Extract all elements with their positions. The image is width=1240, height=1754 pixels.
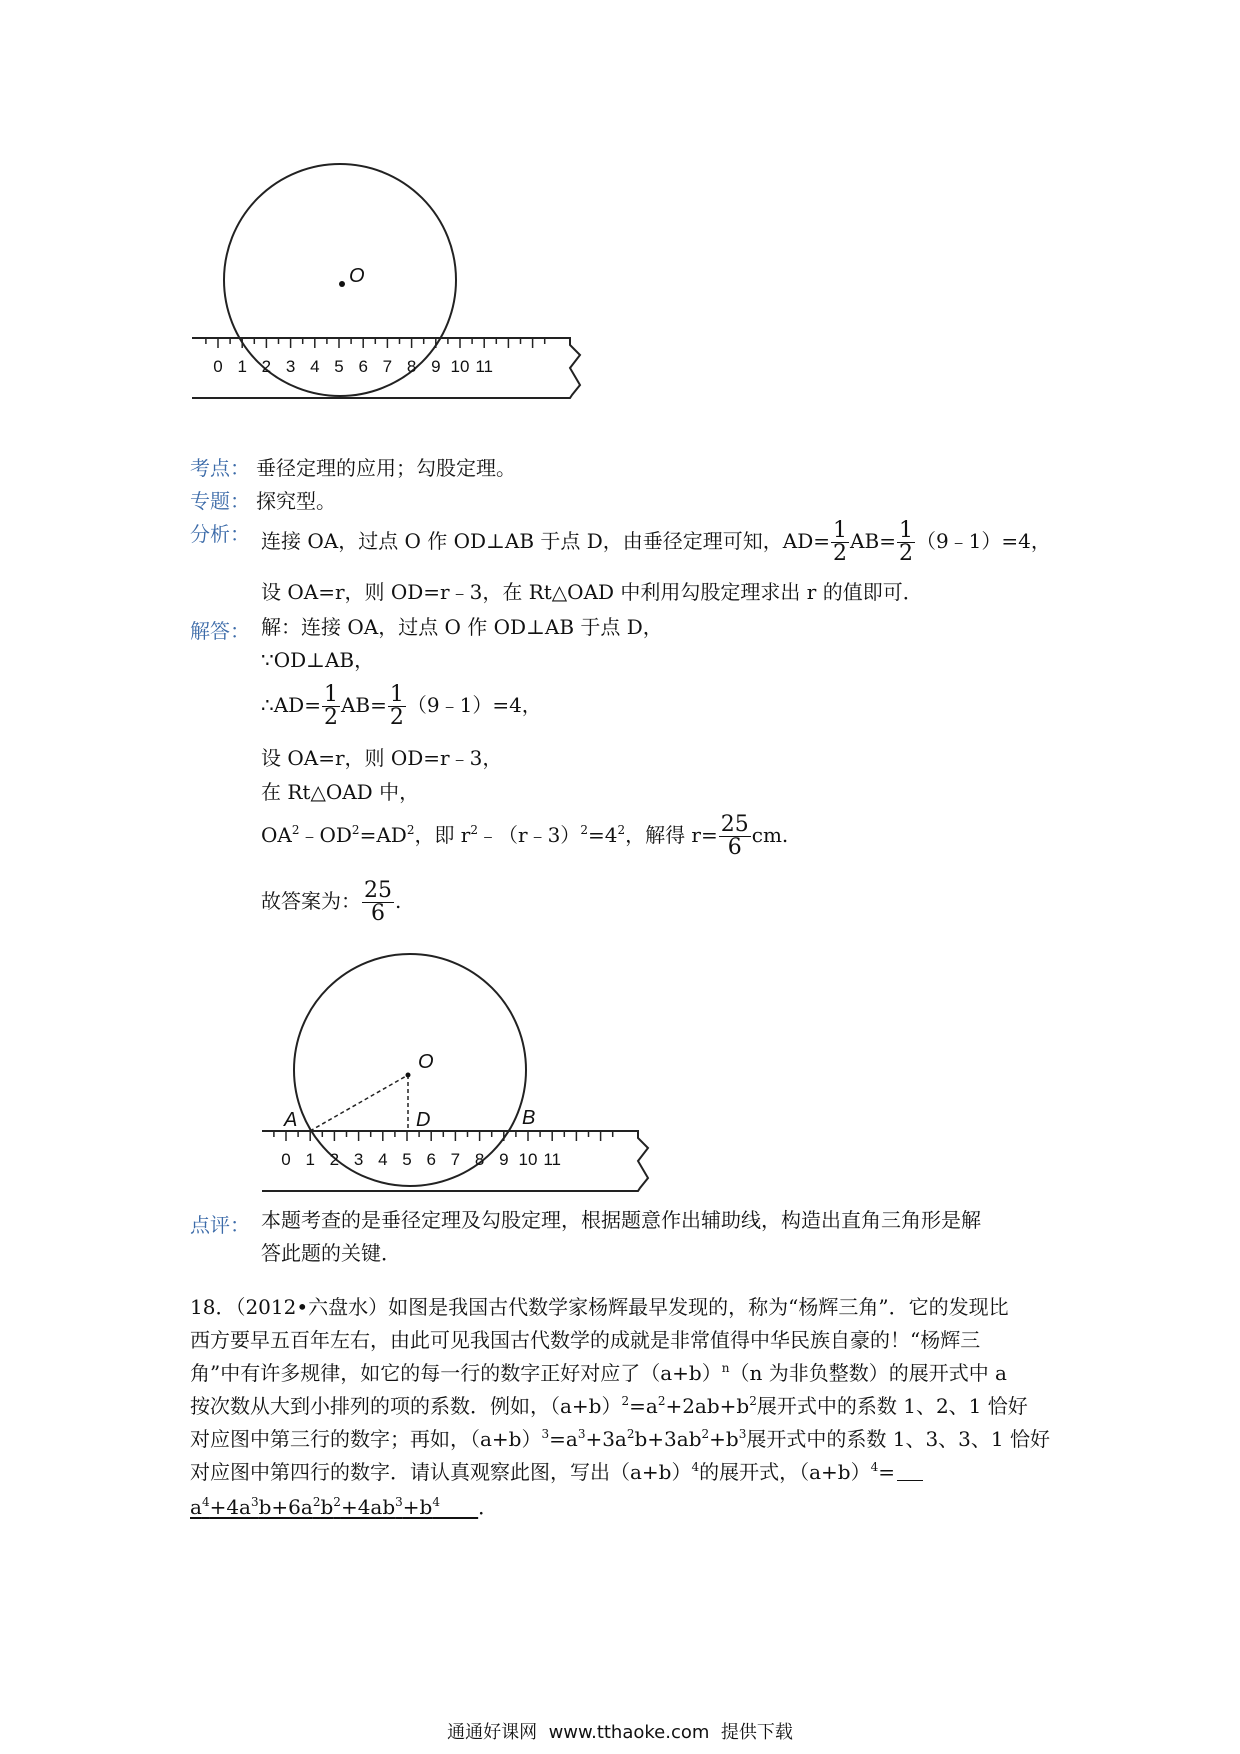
ruler-number: 3 [285, 357, 296, 376]
center-point [406, 1073, 411, 1078]
fenxi-line-1 [261, 520, 1051, 565]
ruler-number: 10 [518, 1150, 538, 1169]
jieda-label: 解答： [190, 619, 250, 643]
ruler-number: 4 [310, 357, 320, 376]
ruler-number: 2 [261, 357, 272, 376]
ruler-number: 6 [358, 357, 368, 376]
ruler-number: 0 [281, 1150, 291, 1169]
zhuanti-text: 探究型。 [256, 489, 336, 513]
ruler-number: 5 [334, 357, 344, 376]
jieda-line-4: 设 OA=r，则 OD=r﹣3， [261, 746, 503, 770]
fenxi-line-2: 设 OA=r，则 OD=r﹣3，在 Rt△OAD 中利用勾股定理求出 r 的值即可． [261, 580, 923, 604]
ruler-number: 5 [402, 1150, 412, 1169]
fenxi-text-b: AB= [850, 529, 896, 553]
fraction-half: $\frac{1}{2}$ [389, 682, 404, 730]
circle-ruler-figure-2 [0, 940, 1240, 1200]
expansion-answer: $a^4+4a^3b+6a^2b^2+4ab^3+b^4$ [190, 1495, 440, 1519]
q18-line-1: 18．（2012•六盘水）如图是我国古代数学家杨辉最早发现的，称为“杨辉三角”．它的发现比 [190, 1295, 1009, 1319]
label-o: O [418, 1051, 434, 1073]
answer-line: 故答案为： $\frac{25}{6}$ . [261, 878, 402, 926]
center-point [339, 281, 345, 287]
ruler-number: 7 [382, 357, 393, 376]
jieda-line-6: $OA^2﹣OD^2=AD^2$，即 $r^2﹣(r﹣3)^2=4^2$，解得 r= $\frac{25}{6}$ cm. [261, 812, 789, 860]
fenxi-text-a: 连接 OA，过点 O 作 OD⊥AB 于点 D，由垂径定理可知，AD= [261, 529, 831, 553]
dianping-line-1: 本题考查的是垂径定理及勾股定理，根据题意作出辅助线，构造出直角三角形是解 [261, 1208, 981, 1232]
q18-line-4: 按次数从大到小排列的项的系数．例如，$(a+b)^2=a^2+2ab+b^2$展开式中的系数 1、2、1 恰好 [190, 1394, 1028, 1418]
ruler-number: 0 [213, 357, 223, 376]
zhuanti-row [190, 485, 336, 514]
label-b: B [522, 1107, 536, 1129]
ruler-number: 8 [474, 1150, 485, 1169]
fraction-25-6: $\frac{25}{6}$ [720, 812, 749, 860]
fraction-half: $\frac{1}{2}$ [898, 518, 913, 566]
ruler [192, 338, 580, 398]
jieda-line-5: 在 Rt△OAD 中， [261, 780, 420, 804]
label-d: D [416, 1109, 431, 1131]
ruler-number: 11 [543, 1150, 562, 1169]
fraction-half: $\frac{1}{2}$ [833, 518, 848, 566]
ruler-number: 9 [499, 1150, 509, 1169]
q18-line-3: 角”中有许多规律，如它的每一行的数字正好对应了$(a+b)^n(n$ 为非负整数）的展开式中 a [190, 1361, 1007, 1385]
jieda-line-2: ∵OD⊥AB， [261, 648, 375, 672]
ruler-number: 8 [406, 357, 417, 376]
q18-line-2: 西方要早五百年左右，由此可见我国古代数学的成就是非常值得中华民族自豪的！“杨辉三 [190, 1328, 981, 1352]
kaodian-text: 垂径定理的应用；勾股定理。 [256, 456, 516, 480]
ruler-number: 1 [305, 1150, 315, 1169]
segment-oa [310, 1075, 408, 1131]
ruler-number: 1 [237, 357, 247, 376]
fraction-half: $\frac{1}{2}$ [323, 682, 338, 730]
ruler-number: 6 [426, 1150, 436, 1169]
fraction-25-6: $\frac{25}{6}$ [364, 878, 392, 926]
q18-line-5: 对应图中第三行的数字；再如，$(a+b)^3=a^3+3a^2b+3ab^2+b^3$展开式中的系数 1、3、3、1 恰好 [190, 1427, 1050, 1451]
q18-line-6: 对应图中第四行的数字．请认真观察此图，写出$(a+b)^4$的展开式，$(a+b)^4=$ [190, 1462, 923, 1482]
kaodian-label: 考点： [190, 456, 250, 480]
q18-answer: $a^4+4a^3b+6a^2b^2+4ab^3+b^4$ ． [190, 1495, 499, 1519]
dianping-label: 点评： [190, 1213, 250, 1237]
fenxi-label: 分析： [190, 522, 250, 546]
label-a: A [284, 1109, 298, 1131]
jieda-line-1: 解：连接 OA，过点 O 作 OD⊥AB 于点 D， [261, 615, 663, 639]
ruler-number: 3 [353, 1150, 364, 1169]
ruler-number: 10 [450, 357, 470, 376]
jieda-text-c: （9﹣1）=4， [406, 693, 542, 717]
ruler-number: 7 [450, 1150, 461, 1169]
answer-blank-start [897, 1462, 923, 1481]
zhuanti-label: 专题： [190, 489, 250, 513]
jieda-line-3 [261, 684, 542, 729]
ruler-number: 9 [431, 357, 441, 376]
jieda-text-a: ∴AD= [261, 693, 321, 717]
ruler [262, 1131, 648, 1191]
footer-text: 通通好课网 www.tthaoke.com 提供下载 [447, 1722, 793, 1743]
ruler-number: 2 [329, 1150, 340, 1169]
jieda-text-b: AB= [340, 693, 387, 717]
center-label: O [349, 265, 365, 287]
ruler-number: 4 [378, 1150, 388, 1169]
circle-ruler-figure-1 [0, 0, 1240, 420]
dianping-line-2: 答此题的关键． [261, 1241, 401, 1265]
fenxi-text-c: （9﹣1）=4， [915, 529, 1051, 553]
ruler-number: 11 [475, 357, 494, 376]
kaodian-row [190, 452, 516, 481]
